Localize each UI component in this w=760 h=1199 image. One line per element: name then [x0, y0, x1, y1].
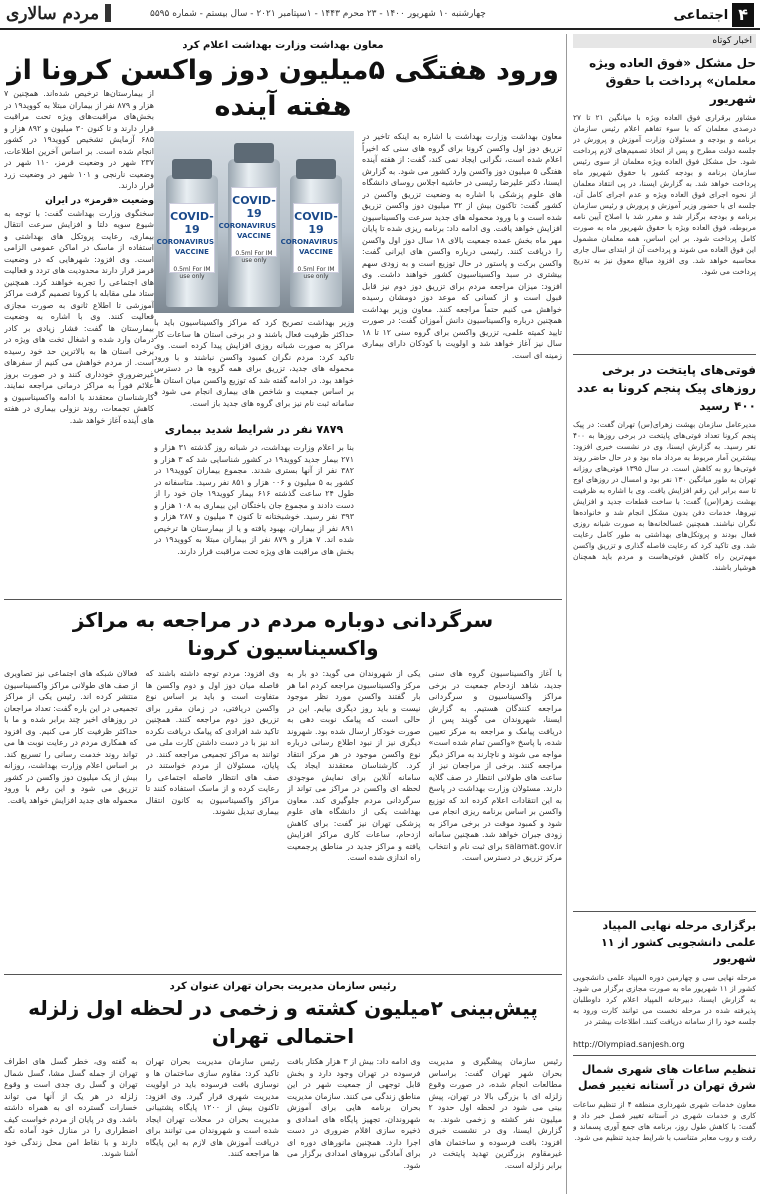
- brief-4-title[interactable]: تنظیم ساعات های شهری شمال شرق تهران در آستانه تغییر فصل: [577, 1062, 756, 1092]
- masthead: [0, 0, 760, 30]
- story2-column-3: وی افزود: مردم توجه داشته باشند که فاصله میان دوز اول و دوم واکسن ها متفاوت است و باید بر اساس نوع واکسن دریافتی، در زمان مقرر برای تزریق دوز دوم مراجعه کنند. همچنین تاکید شد افرادی که پیامک دریافت نکرده اند نیز با در دست داشتن کارت ملی می توانند به مراکز تجمیعی مراجعه کنند. در پایان، مسئولان از مردم خواستند در صف های انتظار فاصله اجتماعی را رعایت کرده و از ماسک استفاده کنند تا مراکز واکسیناسیون به کانون انتقال بیماری تبدیل نشوند.: [145, 669, 279, 816]
- news-brief-rail: [566, 34, 756, 1194]
- section-label: اجتماعی: [673, 7, 729, 23]
- lead-continuation-column: [4, 88, 154, 544]
- vaccine-vials-photo: [154, 131, 354, 313]
- logo-mark-icon: [105, 4, 111, 22]
- rail-header: اخبار کوتاه: [573, 34, 756, 48]
- story2-column-2: یکی از شهروندان می گوید: دو بار به مرکز واکسیناسیون مراجعه کردم اما هر بار گفتند واکسن مورد نظر موجود نیست و باید روز دیگری بیایم. این در حالی است که پیامک نوبت دهی به صورت خودکار ارسال شده بود. شهروند دیگری نیز از نبود اطلاع رسانی درباره نوع واکسن موجود در هر مرکز انتقاد کرد. کارشناسان معتقدند ایجاد یک سامانه آنلاین برای نمایش موجودی لحظه ای واکسن در مراکز می تواند از سرگردانی مردم جلوگیری کند. معاون بهداشت یکی از دانشگاه های علوم پزشکی تهران نیز گفت: برای کاهش ازدحام، ساعات کاری مراکز افزایش یافته و مراکز جدید در مناطق پرجمعیت راه اندازی شده است.: [287, 669, 421, 862]
- brief-1-title[interactable]: حل مشکل «فوق العاده ویژه معلمان» پرداخت با حقوق شهریور: [589, 56, 756, 106]
- story2-headline[interactable]: سرگردانی دوباره مردم در مراجعه به مراکز واکسیناسیون کرونا: [72, 608, 494, 660]
- lead-column-2: وزیر بهداشت تصریح کرد که مراکز واکسیناسیون باید با حداکثر ظرفیت فعال باشند و در برخی استان ها ساعات کار مراکز به صورت شبانه روزی افزایش پیدا کرده است. وی تاکید کرد: مردم نگران کمبود واکسن نباشند و با ورود محموله های جدید، تزریق برای همه گروه ها در دسترس خواهد بود. در ادامه گفته شد که توزیع واکسن میان استان ها بر اساس جمعیت و شاخص های بیماری انجام می شود و سامانه ثبت نام نیز برای گروه های جدید باز است.: [154, 318, 354, 408]
- vaccine-vial-icon: COVID-19 CORONAVIRUS VACCINE 0.5ml For IM use only: [290, 175, 342, 307]
- lead-kicker: معاون بهداشت وزارت بهداشت اعلام کرد: [182, 40, 384, 51]
- brief-3-body: مرحله نهایی سی و چهارمین دوره المپیاد علمی دانشجویی کشور از ۱۱ شهریور ماه به صورت مجازی برگزار می شود. به گزارش ایسنا، دبیرخانه المپیاد اعلام کرد داوطلبان پذیرفته شده در مرحله نخست می توانند کارت ورود به جلسه خود را از سامانه دریافت کنند. اطلاعات بیشتر در: [573, 972, 756, 1026]
- story3-column-2: وی ادامه داد: بیش از ۳ هزار هکتار بافت فرسوده در تهران وجود دارد و بخش قابل توجهی از جمعیت شهر در این مناطق زندگی می کنند. سازمان مدیریت بحران برنامه هایی برای آموزش شهروندان، تجهیز پایگاه های امدادی و ذخیره سازی اقلام ضروری در دست اجرا دارد. همچنین مانورهای دوره ای برای آمادگی نیروهای امدادی برگزار می شود.: [287, 1057, 421, 1170]
- logo-text: مردم سالاری: [6, 4, 100, 24]
- story3-headline[interactable]: پیش‌بینی ۲میلیون کشته و زخمی در لحظه اول زلزله احتمالی تهران: [28, 996, 538, 1048]
- issue-dateline: چهارشنبه ۱۰ شهریور ۱۴۰۰ - ۲۳ محرم ۱۴۴۳ - ۱سپتامبر ۲۰۲۱ - سال بیستم - شماره ۵۵۹۵: [150, 9, 486, 19]
- divider: [573, 1055, 756, 1056]
- earthquake-story: [4, 981, 562, 1194]
- story3-kicker: رئیس سازمان مدیریت بحران تهران عنوان کرد: [169, 981, 397, 992]
- story2-column-4: فعالان شبکه های اجتماعی نیز تصاویری از صف های طولانی مراکز واکسیناسیون منتشر کرده اند. رئیس یکی از مراکز تجمیعی در این باره گفت: تعداد مراجعان در روزهای اخیر چند برابر شده و ما با حداکثر ظرفیت کار می کنیم. وی افزود که همکاری مردم در رعایت نوبت ها می تواند روند خدمت رسانی را تسریع کند. بر اساس اعلام وزارت بهداشت، روزانه بیش از یک میلیون دوز واکسن در کشور تزریق می شود و این رقم با ورود محموله های جدید افزایش خواهد یافت.: [4, 669, 138, 805]
- lead-right-block: [362, 131, 562, 593]
- divider: [4, 599, 562, 600]
- brief-4-body: معاون خدمات شهری شهرداری منطقه ۴ از تنظیم ساعات کاری و خدمات شهری در آستانه تغییر فصل خبر داد و گفت: با کاهش طول روز، برنامه های جمع آوری پسماند و رفت و روب معابر متناسب با شرایط جدید تنظیم می شود.: [573, 1099, 756, 1142]
- story2-body: [4, 668, 562, 968]
- story3-column-3: رئیس سازمان مدیریت بحران تهران تاکید کرد: مقاوم سازی ساختمان ها و نوسازی بافت فرسوده باید در اولویت مدیریت شهری قرار گیرد. وی افزود: تاکنون بیش از ۱۲۰۰ پایگاه پشتیبانی مدیریت بحران در محلات تهران ایجاد شده است و شهروندان می توانند برای دریافت آموزش های لازم به این پایگاه ها مراجعه کنند.: [145, 1057, 279, 1158]
- lead-center-block: [154, 131, 354, 593]
- lead-column-1: معاون بهداشت وزارت بهداشت با اشاره به اینکه تاخیر در تزریق دوز اول واکسن کرونا برای گروه های سنی که اخیراً اعلام شده است، نگرانی ایجاد نمی کند، گفت: از هفته آینده هفتگی ۵ میلیون دوز واکسن وارد کشور می شود. به گزارش ایسنا، دکتر علیرضا رئیسی در حاشیه اجلاس روسای دانشگاه های علوم پزشکی با اشاره به وضعیت تزریق واکسن در کشور گفت: تاکنون بیش از ۳۲ میلیون دوز واکسن تزریق شده است و با ورود محموله های جدید سرعت واکسیناسیون افزایش خواهد یافت. وی ادامه داد: برنامه ریزی شده تا پایان مهر ماه بخش عمده جمعیت بالای ۱۸ سال دوز اول واکسن را دریافت کنند. رئیسی درباره واکسن های ایرانی گفت: واکسن برکت و پاستور در حال توزیع است و به زودی سهم بیشتری در سبد واکسیناسیون کشور خواهند داشت. وی افزود: میزان مراجعه مردم برای تزریق دوز دوم نیز قابل قبول است و از کسانی که موعد دوز دومشان رسیده خواهش می کنیم حتماً مراجعه کنند. معاون وزیر بهداشت همچنین درباره واکسیناسیون دانش آموزان گفت: در صورت تایید کمیته علمی، تزریق واکسن برای گروه سنی ۱۲ تا ۱۸ سال نیز آغاز خواهد شد و اولویت با کودکان دارای بیماری زمینه ای است.: [362, 132, 562, 360]
- story2-column-1: با آغاز واکسیناسیون گروه های سنی جدید، شاهد ازدحام جمعیت در برخی مراکز واکسیناسیون و سرگردانی مراجعه کنندگان هستیم. به گزارش ایسنا، شهروندان می گویند پس از دریافت پیامک و مراجعه به مرکز تعیین شده، با پاسخ «واکسن تمام شده است» مواجه می شوند و ناچارند به مراکز دیگر مراجعه کنند. برخی از مراجعان نیز از ساعت های طولانی انتظار در صف گلایه دارند. مسئولان وزارت بهداشت در پاسخ به این انتقادات اعلام کرده اند که توزیع واکسن بر اساس برنامه ریزی انجام می شود و کمبود موقت در برخی مراکز به زودی جبران خواهد شد. همچنین سامانه salamat.gov.ir برای ثبت نام و انتخاب مرکز تزریق در دسترس است.: [428, 669, 562, 862]
- vaccination-centers-story: [4, 606, 562, 968]
- brief-1-body: مشاور برقراری فوق العاده ویژه با میانگین ۲۱ تا ۲۷ درصدی معلمان که با سوء تفاهم اعلام رئیس سازمان برنامه و بودجه و مسئولان وزارت آموزش و پرورش در جلسه دولت مطرح و پس از اتخاذ تصمیم‌های لازم پرداخت شود. حل مشکل فوق العاده ویژه معلمان از سوی رئیس سازمان برنامه و بودجه کشور با حقوق شهریور ماه پرداخت خواهد شد. به گزارش ایسنا، در پی انتقاد معلمان از نحوه اجرای فوق العاده ویژه و عدم اجرای کامل آن، جلسه ای با حضور وزیر آموزش و پرورش و رئیس سازمان برنامه و بودجه برگزار شد و مقرر شد با اصلاح آیین نامه مربوطه، فوق العاده ویژه با حقوق شهریور ماه به صورت کامل پرداخت شود. بر این اساس، همه معلمان مشمول این فوق العاده می شوند و پرداخت آن از ابتدای سال جاری محاسبه خواهد شد. وی افزود مبالغ معوق نیز به تدریج پرداخت می شود.: [573, 113, 756, 276]
- lead-headline[interactable]: ورود هفتگی ۵میلیون دوز واکسن کرونا از هفته آینده: [7, 55, 559, 122]
- vaccine-vial-icon: COVID-19 CORONAVIRUS VACCINE 0.5ml For IM use only: [166, 175, 218, 307]
- story3-body: [4, 1056, 562, 1194]
- divider: [573, 354, 756, 355]
- vaccine-vial-icon: COVID-19 CORONAVIRUS VACCINE 0.5ml For IM use only: [228, 159, 280, 307]
- section-tag: [673, 3, 754, 27]
- lead-stats-text: بنا بر اعلام وزارت بهداشت، در شبانه روز گذشته ۳۱ هزار و ۲۷۱ بیمار جدید کووید۱۹ در کشور شناسایی شد که ۳ هزار و ۳۸۲ نفر از آنها بستری شدند. مجموع بیماران کووید۱۹ در کشور به ۵ میلیون و ۰۰۶ هزار و ۸۵۱ نفر رسید. متاسفانه در طول ۲۴ ساعت گذشته ۶۱۶ بیمار کووید۱۹ جان خود را از دست دادند و مجموع جان باختگان این بیماری به ۱۰۸ هزار و ۳۹۳ نفر رسید. خوشبختانه تا کنون ۴ میلیون و ۲۸۷ هزار و ۸۹۱ نفر از بیماران، بهبود یافته و یا از بیمارستان ها ترخیص شده اند. ۷ هزار و ۸۷۹ نفر از بیماران مبتلا به کووید۱۹ در بخش های مراقبت های ویژه تحت مراقبت قرار دارند.: [154, 443, 354, 556]
- lead-column-3: از بیمارستان‌ها ترخیص شده‌اند. همچنین ۷ هزار و ۸۷۹ نفر از بیماران مبتلا به کووید۱۹ در بخش‌های مراقبت‌های ویژه تحت مراقبت قرار دارند و تا کنون ۳۰ میلیون و ۸۹۲ هزار و ۶۸۵ آزمایش تشخیص کووید۱۹ در کشور انجام شده است. بر اساس آخرین اطلاعات، ۲۳۷ شهر در وضعیت قرمز، ۱۱۰ شهر در وضعیت نارنجی و ۱۰۱ شهر در وضعیت زرد قرار دارند.: [4, 89, 154, 190]
- brief-2-title[interactable]: فوتی‌های پایتخت در برخی روزهای پیک پنجم کرونا به عدد ۴۰۰ رسید: [576, 363, 756, 413]
- divider: [4, 974, 562, 975]
- brief-3-title[interactable]: برگزاری مرحله نهایی المپیاد علمی دانشجویی کشور از ۱۱ شهریور: [600, 919, 756, 965]
- story3-column-1: رئیس سازمان پیشگیری و مدیریت بحران شهر تهران گفت: براساس مطالعات انجام شده، در صورت وقوع زلزله ای با بزرگی بالا در تهران، پیش بینی می شود در لحظه اول حدود ۲ میلیون نفر کشته و زخمی شوند. به گزارش ایسنا، وی در نشست خبری افزود: بافت فرسوده و ساختمان های غیرمقاوم بزرگترین تهدید پایتخت در برابر زلزله است.: [428, 1057, 562, 1170]
- brief-2-body: مدیرعامل سازمان بهشت زهرای(س) تهران گفت: در پیک پنجم کرونا تعداد فوتی‌های پایتخت در برخی روزها به ۴۰۰ نفر رسید. به گزارش ایسنا، وی در نشست خبری افزود: بیشترین آمار مربوط به مرداد ماه بود و در حال حاضر روند فوتی‌ها رو به کاهش است. در سال ۱۳۹۵ فوتی‌های روزانه تهران به طور میانگین ۱۳۰ نفر بود و امسال در روزهای اوج تا سه برابر این رقم افزایش یافت. وی با اشاره به ظرفیت بهشت زهرا(س) گفت: با ساخت قطعات جدید و افزایش نیروها، خدمات دفن بدون مشکل انجام شد و خانواده‌ها نگران نباشند. همچنین غسالخانه‌ها به صورت شبانه روزی فعال بودند و پروتکل‌های بهداشتی به طور کامل رعایت شد. وی تاکید کرد که رعایت فاصله گذاری و تزریق واکسن مهم‌ترین راه کاهش فوتی‌هاست و مردم باید همچنان هوشیار باشند.: [573, 420, 756, 572]
- lead-column-4: سخنگوی وزارت بهداشت گفت: با توجه به شیوع سویه دلتا و افزایش سرعت انتقال بیماری، رعایت پروتکل های بهداشتی و استفاده از ماسک در اماکن عمومی الزامی است. وی افزود: شهرهایی که در وضعیت قرمز قرار دارند محدودیت های تردد و فعالیت های اجتماعی را تجربه خواهند کرد. همچنین ستاد ملی مقابله با کرونا تصمیم گرفت مراکز آموزشی تا اطلاع ثانوی به صورت مجازی فعالیت کنند. وی با اشاره به وضعیت بیمارستان ها گفت: فشار زیادی بر کادر درمان وارد شده و اشغال تخت های ویژه در برخی استان ها به بالاترین حد خود رسیده است. از مردم خواهش می کنیم از سفرهای غیرضروری خودداری کنند و در صورت بروز علائم فوراً به مراکز درمانی مراجعه نمایند. کارشناسان معتقدند با ادامه واکسیناسیون و کاهش تجمعات، روند نزولی بیماری در هفته های آینده آغاز خواهد شد.: [4, 208, 154, 425]
- page-number: ۴: [732, 3, 754, 27]
- olympiad-link[interactable]: http://Olympiad.sanjesh.org: [573, 1039, 685, 1049]
- icu-subheading: ۷۸۷۹ نفر در شرایط شدید بیماری: [164, 423, 344, 436]
- divider: [573, 911, 756, 912]
- story3-column-4: به گفته وی، خطر گسل های اطراف تهران از جمله گسل مشا، گسل شمال تهران و گسل ری جدی است و وقوع زلزله در هر یک از آنها می تواند خسارات گسترده ای به همراه داشته باشد. وی در پایان از مردم خواست کیف اضطراری را در منازل خود آماده نگه دارند و با نقاط امن محل زندگی خود آشنا شوند.: [4, 1057, 138, 1158]
- red-status-subheading: وضعیت «قرمز» در ایران: [45, 195, 154, 206]
- newspaper-logo: [6, 4, 111, 24]
